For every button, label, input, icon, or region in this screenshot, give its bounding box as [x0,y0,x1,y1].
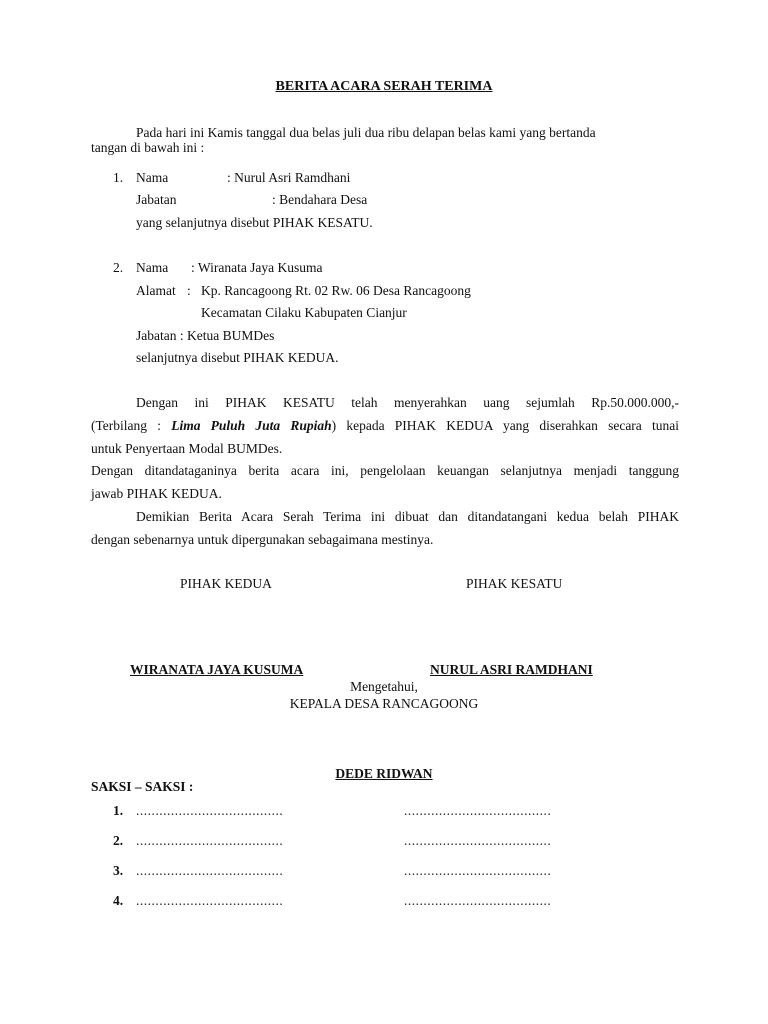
witnesses-title: SAKSI – SAKSI : [91,779,194,794]
party1-position-value: : Bendahara Desa [272,192,368,207]
witness-signature-line: ...................................... [136,863,284,878]
party1-name-value: : Nurul Asri Ramdhani [227,170,351,185]
witness-number: 3. [113,863,124,878]
witness-number: 1. [113,803,124,818]
village-head-name: DEDE RIDWAN [335,766,433,781]
witness-number: 2. [113,833,124,848]
signature-left-name: WIRANATA JAYA KUSUMA [130,662,304,677]
witness-signature-line: ...................................... [404,803,552,818]
witness-signature-line: ...................................... [136,803,284,818]
intro-line-1: Pada hari ini Kamis tanggal dua belas juli dua ribu delapan belas kami yang bertanda [136,125,596,140]
witness-number: 4. [113,893,124,908]
intro-line-2: tangan di bawah ini : [91,140,205,155]
signature-right-label: PIHAK KESATU [466,576,563,591]
body-p2-line-1: Dengan ditandataganinya berita acara ini, pengelolaan keuangan selanjutnya menjadi tanggung [91,463,679,478]
body-p1-line-2-end: ) kepada PIHAK KEDUA yang diserahkan secara tunai [331,418,679,433]
signature-left-label: PIHAK KEDUA [180,576,272,591]
body-p3-line-1: Demikian Berita Acara Serah Terima ini dibuat dan ditandatangani kedua belah PIHAK [136,509,679,524]
party2-position: Jabatan : Ketua BUMDes [136,328,275,343]
witness-signature-line: ...................................... [136,893,284,908]
party2-address-label: Alamat [136,283,176,298]
party2-name-label: Nama [136,260,169,275]
party2-name-value: : Wiranata Jaya Kusuma [191,260,323,275]
party1-designation: yang selanjutnya disebut PIHAK KESATU. [136,215,373,230]
party2-address-line-1: Kp. Rancagoong Rt. 02 Rw. 06 Desa Rancagoong [201,283,471,298]
body-p1-line-2-start: (Terbilang : [91,418,172,433]
party2-address-line-2: Kecamatan Cilaku Kabupaten Cianjur [201,305,407,320]
party2-designation: selanjutnya disebut PIHAK KEDUA. [136,350,339,365]
body-p3-line-2: dengan sebenarnya untuk dipergunakan sebagaimana mestinya. [91,532,434,547]
party2-number: 2. [113,260,124,275]
village-head-title: KEPALA DESA RANCAGOONG [289,696,479,711]
witness-signature-line: ...................................... [136,833,284,848]
witness-signature-line: ...................................... [404,893,552,908]
witness-signature-line: ...................................... [404,833,552,848]
acknowledged-label: Mengetahui, [350,679,418,694]
party1-number: 1. [113,170,124,185]
signature-right-name: NURUL ASRI RAMDHANI [430,662,593,677]
witness-signature-line: ...................................... [404,863,552,878]
body-p1-line-1: Dengan ini PIHAK KESATU telah menyerahkan uang sejumlah Rp.50.000.000,- [136,395,679,410]
body-p1-line-3: untuk Penyertaan Modal BUMDes. [91,441,283,456]
body-p2-line-2: jawab PIHAK KEDUA. [91,486,222,501]
party1-name-label: Nama [136,170,169,185]
amount-in-words: Lima Puluh Juta Rupiah [171,418,332,433]
party2-address-colon: : [187,283,191,298]
document-title: BERITA ACARA SERAH TERIMA [275,79,493,94]
body-p1-line-2 [91,418,679,434]
party1-position-label: Jabatan [136,192,177,207]
